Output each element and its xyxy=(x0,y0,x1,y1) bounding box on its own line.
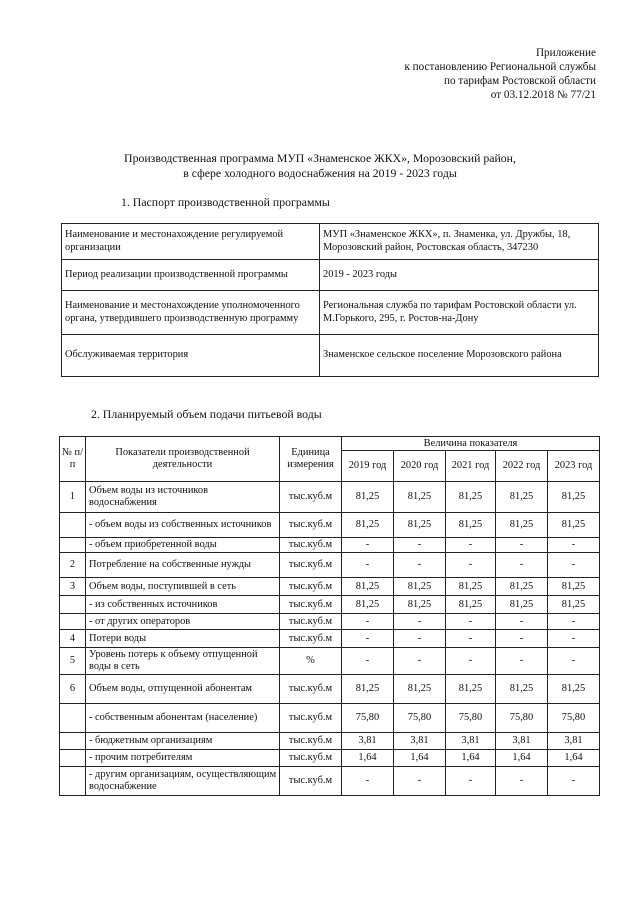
row-value: - xyxy=(342,553,394,578)
row-unit: тыс.куб.м xyxy=(280,513,342,538)
row-value: 81,25 xyxy=(342,675,394,704)
row-value: - xyxy=(446,614,496,630)
row-value: 81,25 xyxy=(394,482,446,513)
row-value: 81,25 xyxy=(548,482,600,513)
row-value: 81,25 xyxy=(342,578,394,596)
row-value: - xyxy=(342,538,394,553)
passport-label: Наименование и местонахождение уполномоченного органа, утвердившего производственную программу xyxy=(62,291,320,335)
row-unit: тыс.куб.м xyxy=(280,733,342,750)
header-year: 2021 год xyxy=(446,451,496,482)
header-indicator: Показатели производственной деятельности xyxy=(86,437,280,482)
row-unit: % xyxy=(280,648,342,675)
section-2-heading: 2. Планируемый объем подачи питьевой воды xyxy=(91,407,322,421)
row-value: - xyxy=(342,614,394,630)
row-value: 81,25 xyxy=(394,596,446,614)
row-value: - xyxy=(548,538,600,553)
row-value: - xyxy=(496,648,548,675)
header-year: 2023 год xyxy=(548,451,600,482)
row-value: 75,80 xyxy=(394,704,446,733)
row-value: 81,25 xyxy=(342,513,394,538)
row-value: 75,80 xyxy=(342,704,394,733)
header-value: Величина показателя xyxy=(342,437,600,451)
row-value: - xyxy=(496,553,548,578)
row-value: 3,81 xyxy=(446,733,496,750)
row-value: - xyxy=(548,648,600,675)
table-row xyxy=(60,733,600,750)
row-value: 3,81 xyxy=(342,733,394,750)
row-value: - xyxy=(548,767,600,796)
row-value: 81,25 xyxy=(446,578,496,596)
row-value: 81,25 xyxy=(342,596,394,614)
table-row xyxy=(60,614,600,630)
row-number xyxy=(60,733,86,750)
passport-row xyxy=(62,260,599,291)
row-value: 3,81 xyxy=(496,733,548,750)
row-number xyxy=(60,596,86,614)
row-value: - xyxy=(496,630,548,648)
appendix-date-number: от 03.12.2018 № 77/21 xyxy=(490,89,596,101)
row-value: 81,25 xyxy=(496,675,548,704)
row-value: - xyxy=(394,553,446,578)
row-indicator: - прочим потребителям xyxy=(86,750,280,767)
row-indicator: Объем воды из источников водоснабжения xyxy=(86,482,280,513)
row-value: 81,25 xyxy=(496,596,548,614)
row-value: - xyxy=(446,648,496,675)
row-value: - xyxy=(446,553,496,578)
row-indicator: Объем воды, поступившей в сеть xyxy=(86,578,280,596)
row-value: 3,81 xyxy=(548,733,600,750)
row-value: - xyxy=(394,630,446,648)
row-number xyxy=(60,513,86,538)
passport-row xyxy=(62,224,599,260)
passport-label: Период реализации производственной программы xyxy=(62,260,320,291)
appendix-block xyxy=(404,46,596,102)
row-value: 75,80 xyxy=(496,704,548,733)
row-value: - xyxy=(446,630,496,648)
table-row xyxy=(60,648,600,675)
row-number: 4 xyxy=(60,630,86,648)
row-value: - xyxy=(548,553,600,578)
table-row xyxy=(60,704,600,733)
row-value: 75,80 xyxy=(446,704,496,733)
document-title-line-2: в сфере холодного водоснабжения на 2019 - 2023 годы xyxy=(183,166,457,180)
row-value: 1,64 xyxy=(394,750,446,767)
passport-row xyxy=(62,335,599,377)
row-indicator: - от других операторов xyxy=(86,614,280,630)
appendix-agency-line: по тарифам Ростовской области xyxy=(444,75,596,87)
passport-value: 2019 - 2023 годы xyxy=(320,260,599,291)
row-value: - xyxy=(342,648,394,675)
row-indicator: - другим организациям, осуществляющим водоснабжение xyxy=(86,767,280,796)
table-row xyxy=(60,482,600,513)
row-value: - xyxy=(496,538,548,553)
passport-label: Обслуживаемая территория xyxy=(62,335,320,377)
row-indicator: - объем приобретенной воды xyxy=(86,538,280,553)
row-unit: тыс.куб.м xyxy=(280,538,342,553)
row-value: 1,64 xyxy=(548,750,600,767)
table-row xyxy=(60,630,600,648)
row-value: 81,25 xyxy=(548,578,600,596)
table-row xyxy=(60,538,600,553)
row-indicator: Потери воды xyxy=(86,630,280,648)
row-unit: тыс.куб.м xyxy=(280,596,342,614)
row-value: 81,25 xyxy=(342,482,394,513)
row-number xyxy=(60,614,86,630)
row-unit: тыс.куб.м xyxy=(280,553,342,578)
section-1-heading: 1. Паспорт производственной программы xyxy=(121,195,330,209)
document-title xyxy=(0,151,640,181)
row-unit: тыс.куб.м xyxy=(280,614,342,630)
passport-value: Региональная служба по тарифам Ростовской области ул. М.Горького, 295, г. Ростов-на-Дону xyxy=(320,291,599,335)
passport-value: МУП «Знаменское ЖКХ», п. Знаменка, ул. Дружбы, 18, Морозовский район, Ростовская область, 347230 xyxy=(320,224,599,260)
row-indicator: - объем воды из собственных источников xyxy=(86,513,280,538)
row-value: 81,25 xyxy=(548,675,600,704)
row-value: - xyxy=(394,538,446,553)
row-value: - xyxy=(446,538,496,553)
table-row xyxy=(60,675,600,704)
header-year: 2019 год xyxy=(342,451,394,482)
row-number: 1 xyxy=(60,482,86,513)
row-indicator: Уровень потерь к объему отпущенной воды в сеть xyxy=(86,648,280,675)
row-number xyxy=(60,704,86,733)
row-indicator: Потребление на собственные нужды xyxy=(86,553,280,578)
row-value: - xyxy=(394,767,446,796)
table-row xyxy=(60,578,600,596)
row-value: 1,64 xyxy=(446,750,496,767)
row-number xyxy=(60,538,86,553)
row-unit: тыс.куб.м xyxy=(280,482,342,513)
row-value: 81,25 xyxy=(446,482,496,513)
appendix-decree-line: к постановлению Региональной службы xyxy=(404,61,596,73)
row-number: 2 xyxy=(60,553,86,578)
row-value: - xyxy=(548,614,600,630)
header-number: № п/п xyxy=(60,437,86,482)
row-value: 81,25 xyxy=(548,513,600,538)
row-value: - xyxy=(446,767,496,796)
table-row xyxy=(60,750,600,767)
row-value: - xyxy=(394,648,446,675)
row-number: 6 xyxy=(60,675,86,704)
table-row xyxy=(60,553,600,578)
row-indicator: - бюджетным организациям xyxy=(86,733,280,750)
row-value: 81,25 xyxy=(496,482,548,513)
row-value: 81,25 xyxy=(446,675,496,704)
header-unit: Единица измерения xyxy=(280,437,342,482)
row-unit: тыс.куб.м xyxy=(280,578,342,596)
row-value: 81,25 xyxy=(496,513,548,538)
row-unit: тыс.куб.м xyxy=(280,750,342,767)
row-value: - xyxy=(394,614,446,630)
row-value: 81,25 xyxy=(394,513,446,538)
row-number xyxy=(60,767,86,796)
row-value: 1,64 xyxy=(496,750,548,767)
row-value: 3,81 xyxy=(394,733,446,750)
header-year: 2022 год xyxy=(496,451,548,482)
table-row xyxy=(60,767,600,796)
row-unit: тыс.куб.м xyxy=(280,767,342,796)
row-value: 81,25 xyxy=(394,578,446,596)
passport-row xyxy=(62,291,599,335)
row-value: - xyxy=(496,614,548,630)
water-volume-table xyxy=(59,436,600,796)
row-indicator: - из собственных источников xyxy=(86,596,280,614)
row-value: - xyxy=(342,767,394,796)
passport-table xyxy=(61,223,599,377)
header-year: 2020 год xyxy=(394,451,446,482)
row-unit: тыс.куб.м xyxy=(280,704,342,733)
row-number xyxy=(60,750,86,767)
row-value: 81,25 xyxy=(446,513,496,538)
row-number: 5 xyxy=(60,648,86,675)
row-value: 75,80 xyxy=(548,704,600,733)
row-value: 81,25 xyxy=(394,675,446,704)
row-value: - xyxy=(496,767,548,796)
row-indicator: Объем воды, отпущенной абонентам xyxy=(86,675,280,704)
row-value: 81,25 xyxy=(446,596,496,614)
document-title-line-1: Производственная программа МУП «Знаменское ЖКХ», Морозовский район, xyxy=(124,151,516,165)
row-indicator: - собственным абонентам (население) xyxy=(86,704,280,733)
row-unit: тыс.куб.м xyxy=(280,630,342,648)
row-value: 1,64 xyxy=(342,750,394,767)
row-value: - xyxy=(342,630,394,648)
passport-value: Знаменское сельское поселение Морозовского района xyxy=(320,335,599,377)
table-row xyxy=(60,596,600,614)
row-value: 81,25 xyxy=(548,596,600,614)
row-value: 81,25 xyxy=(496,578,548,596)
passport-label: Наименование и местонахождение регулируемой организации xyxy=(62,224,320,260)
table-row xyxy=(60,513,600,538)
appendix-title: Приложение xyxy=(535,47,596,59)
row-value: - xyxy=(548,630,600,648)
row-number: 3 xyxy=(60,578,86,596)
row-unit: тыс.куб.м xyxy=(280,675,342,704)
